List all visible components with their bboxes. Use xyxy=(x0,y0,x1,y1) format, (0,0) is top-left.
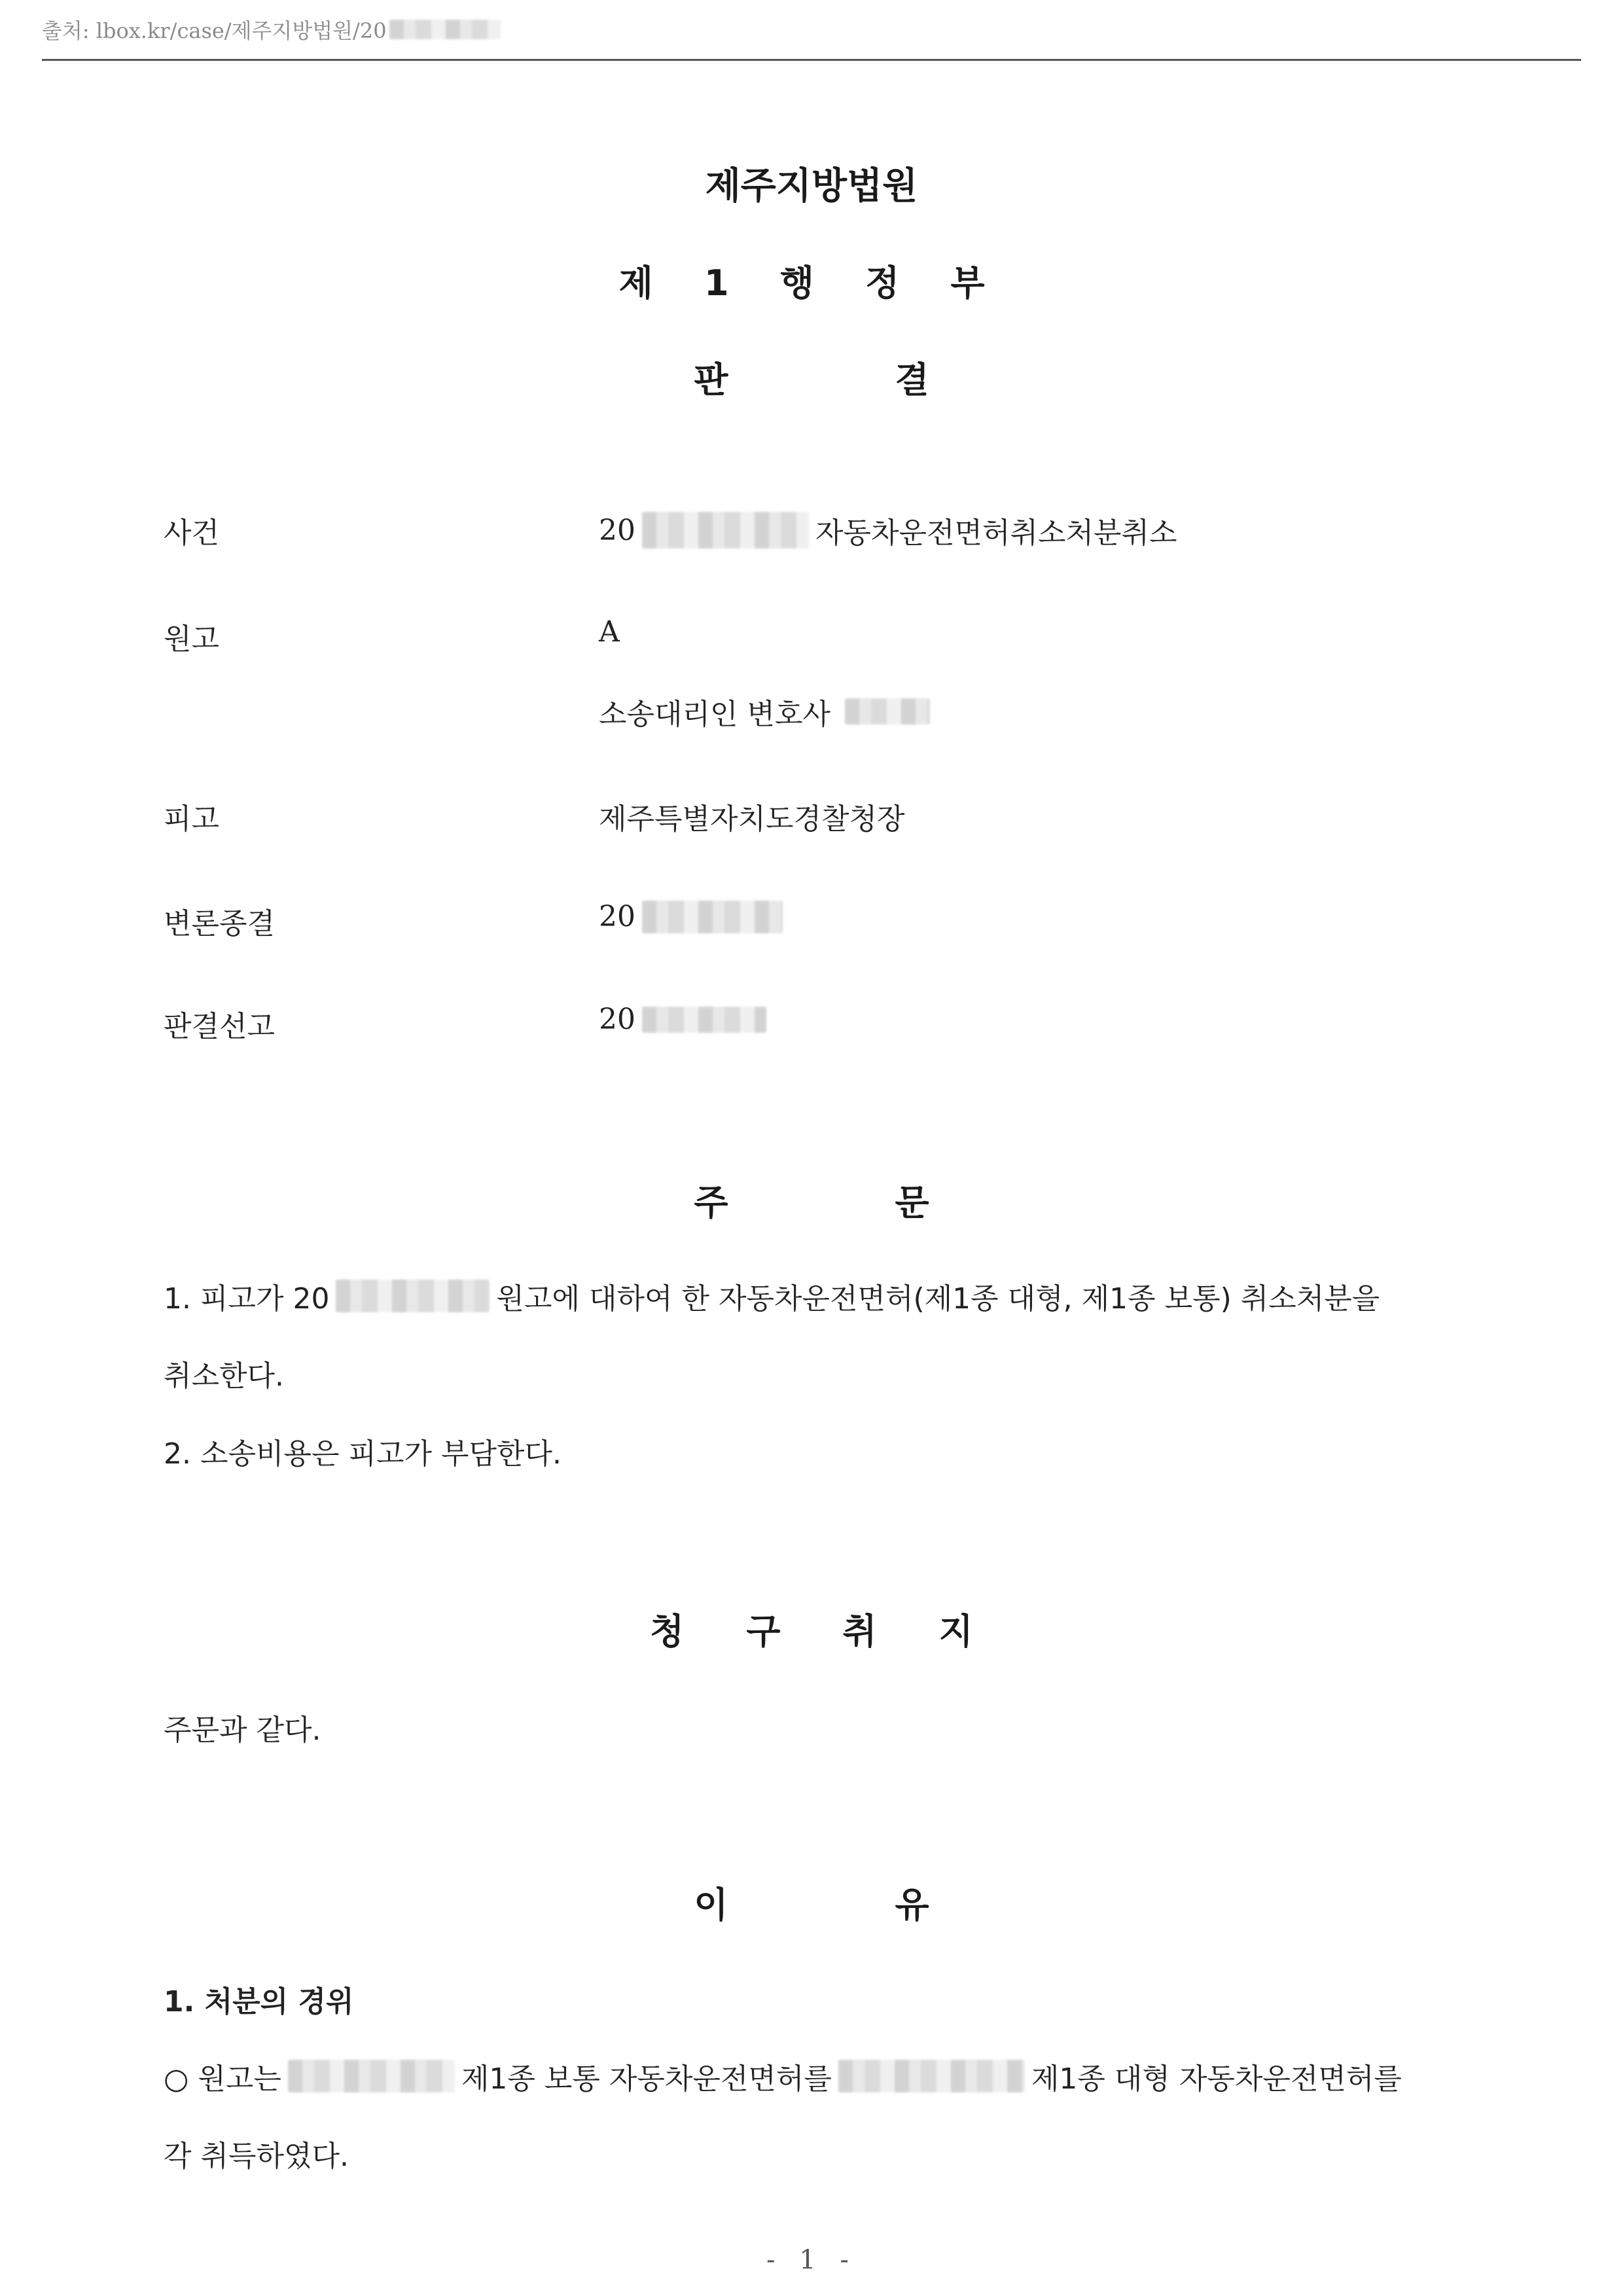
closing-value xyxy=(599,900,783,933)
order-heading-char-2: 문 xyxy=(895,1182,929,1223)
court-name: 제주지방법원 xyxy=(705,165,918,207)
plaintiff-name: A xyxy=(599,615,620,649)
defendant-label: 피고 xyxy=(164,802,220,836)
reason-heading xyxy=(0,1877,1623,1928)
doc-type-char-1: 판 xyxy=(694,359,728,401)
redacted-block xyxy=(845,698,930,725)
reason-line-2: 각 취득하였다. xyxy=(164,2140,349,2173)
redacted-block xyxy=(389,20,501,39)
order-heading-char-1: 주 xyxy=(694,1182,728,1223)
claim-heading xyxy=(0,1604,1623,1654)
closing-label: 변론종결 xyxy=(164,907,276,941)
claim-heading-char-2: 구 xyxy=(746,1611,781,1652)
defendant-name: 제주특별자치도경찰청장 xyxy=(599,802,905,836)
reason-line-1-prefix: ○ 원고는 xyxy=(164,2062,281,2096)
reason-line-1 xyxy=(164,2055,1479,2097)
reason-line-1-mid: 제1종 보통 자동차운전면허를 xyxy=(461,2062,832,2096)
claim-heading-char-1: 청 xyxy=(650,1611,685,1652)
page-number: - 1 - xyxy=(766,2245,857,2275)
plaintiff-label: 원고 xyxy=(164,622,220,656)
ruling-value xyxy=(599,1003,766,1036)
redacted-block xyxy=(642,512,809,548)
ruling-label: 판결선고 xyxy=(164,1010,276,1043)
closing-prefix: 20 xyxy=(599,900,635,933)
order-item-1-continued: 취소한다. xyxy=(164,1359,285,1393)
plaintiff-counsel: 소송대리인 변호사 xyxy=(599,698,831,731)
plaintiff-value xyxy=(599,615,620,649)
order-item-1 xyxy=(164,1275,1479,1317)
header-divider xyxy=(42,59,1581,61)
redacted-block xyxy=(336,1280,490,1312)
reason-heading-char-2: 유 xyxy=(895,1884,929,1926)
reason-line-1-end: 제1종 대형 자동차운전면허를 xyxy=(1031,2062,1402,2096)
plaintiff-counsel-row xyxy=(599,691,930,732)
claim-heading-char-4: 지 xyxy=(938,1611,973,1652)
doc-type-heading xyxy=(0,352,1623,403)
source-line xyxy=(42,14,501,45)
doc-type-char-2: 결 xyxy=(895,359,929,401)
ruling-prefix: 20 xyxy=(599,1003,635,1036)
defendant-value xyxy=(599,795,905,837)
case-prefix: 20 xyxy=(599,513,635,547)
redacted-block xyxy=(642,901,783,933)
redacted-block xyxy=(642,1007,766,1033)
reason-subheading: 1. 처분의 경위 xyxy=(164,1985,354,2018)
case-value xyxy=(599,509,1177,551)
reason-heading-char-1: 이 xyxy=(694,1884,728,1926)
order-item-1-prefix: 1. 피고가 20 xyxy=(164,1282,330,1316)
redacted-block xyxy=(838,2060,1025,2092)
case-label: 사건 xyxy=(164,516,220,550)
claim-heading-char-3: 취 xyxy=(842,1611,877,1652)
redacted-block xyxy=(288,2060,455,2092)
order-item-1-rest: 원고에 대하여 한 자동차운전면허(제1종 대형, 제1종 보통) 취소처분을 xyxy=(496,1282,1380,1316)
division-name: 제 1 행 정 부 xyxy=(618,262,1005,304)
claim-text: 주문과 같다. xyxy=(164,1713,321,1747)
case-title: 자동차운전면허취소처분취소 xyxy=(815,516,1177,550)
order-item-2: 2. 소송비용은 피고가 부담한다. xyxy=(164,1437,562,1471)
source-text: 출처: lbox.kr/case/제주지방법원/20 xyxy=(42,18,387,43)
order-heading xyxy=(0,1175,1623,1225)
